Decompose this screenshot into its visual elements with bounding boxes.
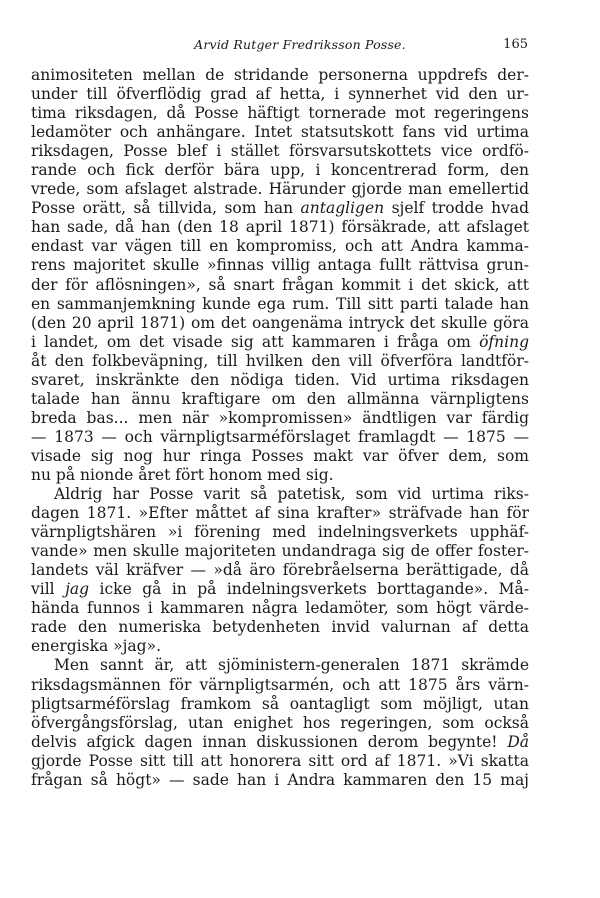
text-line: tima riksdagen, då Posse häftigt tornerade mot regeringens — [31, 104, 529, 123]
text-line: breda bas... men när »kompromissen» ändtligen var färdig — [31, 408, 529, 427]
text-line: landets väl kräfver — »då äro förebråelserna berättigade, då — [31, 561, 529, 580]
text-line: öfvergångsförslag, utan enighet hos regeringen, som också — [31, 713, 529, 732]
text-segment: sjelf trodde hvad — [384, 199, 529, 218]
text-line: riksdagen, Posse blef i stället försvarsutskottets vice ordfö- — [31, 142, 529, 161]
text-line: åt den folkbeväpning, till hvilken den vill öfverföra landtför- — [31, 351, 529, 370]
text-line: dagen 1871. »Efter måttet af sina krafter» sträfvade han för — [31, 504, 529, 523]
text-line: rade den numeriska betydenheten invid valurnan af detta — [31, 618, 529, 637]
text-line: rande och fick derför bära upp, i koncentrerad form, den — [31, 161, 529, 180]
text-line: endast var vägen till en kompromiss, och att Andra kamma- — [31, 237, 529, 256]
page-number: 165 — [503, 37, 528, 52]
text-line: Men sannt är, att sjöministern-generalen 1871 skrämde — [54, 656, 529, 675]
text-line: svaret, inskränkte den nödiga tiden. Vid urtima riksdagen — [31, 370, 529, 389]
text-line: vrede, som afslaget alstrade. Härunder gjorde man emellertid — [31, 180, 529, 199]
text-line: nu på nionde året fört honom med sig. — [31, 465, 334, 484]
text-line: han sade, då han (den 18 april 1871) försäkrade, att afslaget — [31, 218, 529, 237]
text-line — [31, 733, 529, 752]
text-line: vande» men skulle majoriteten undandraga sig de offer foster- — [31, 542, 529, 561]
emphasized-word: antagligen — [300, 199, 385, 218]
text-line: talade han ännu kraftigare om den allmänna värnpligtens — [31, 389, 529, 408]
text-line: der för aflösningen», så snart frågan kommit i det skick, att — [31, 275, 529, 294]
text-line — [31, 333, 529, 352]
text-line: visade sig nog hur ringa Posses makt var öfver dem, som — [31, 446, 529, 465]
emphasized-word: öfning — [479, 332, 529, 351]
text-line: Aldrig har Posse varit så patetisk, som vid urtima riks- — [54, 485, 529, 504]
text-line: — 1873 — och värnpligtsarméförslaget framlagdt — 1875 — — [31, 427, 529, 446]
body-text — [31, 66, 529, 790]
running-title: Arvid Rutger Fredriksson Posse. — [194, 37, 406, 52]
text-segment: Posse orätt, så tillvida, som han — [31, 199, 301, 218]
text-line: pligtsarméförslag framkom så oantagligt som möjligt, utan — [31, 694, 529, 713]
text-line: gjorde Posse sitt till att honorera sitt ord af 1871. »Vi skatta — [31, 751, 529, 770]
text-segment: i landet, om det visade sig att kammaren i fråga om — [31, 332, 480, 351]
text-line: (den 20 april 1871) om det oangenäma intryck det skulle göra — [31, 313, 529, 332]
text-segment: icke gå in på indelningsverkets borttagande». Må- — [89, 580, 529, 599]
text-line: ledamöter och anhängare. Intet statsutskott fans vid urtima — [31, 123, 529, 142]
text-line: energiska »jag». — [31, 637, 161, 656]
text-line: värnpligtshären »i förening med indelningsverkets upphäf- — [31, 523, 529, 542]
text-line: animositeten mellan de stridande personerna uppdrefs der- — [31, 66, 529, 84]
text-line: hända funnos i kammaren några ledamöter, som högt värde- — [31, 599, 529, 618]
text-line: frågan så högt» — sade han i Andra kammaren den 15 maj — [31, 770, 529, 789]
text-line — [31, 580, 529, 599]
text-line: under till öfverflödig grad af hetta, i synnerhet vid den ur- — [31, 85, 529, 104]
text-line: riksdagsmännen för värnpligtsarmén, och att 1875 års värn- — [31, 675, 529, 694]
emphasized-word: Då — [507, 732, 529, 751]
text-line — [31, 199, 529, 218]
text-segment: vill — [31, 580, 66, 599]
text-line: rens majoritet skulle »finnas villig antaga fullt rättvisa grun- — [31, 256, 529, 275]
text-line: en sammanjemkning kunde ega rum. Till sitt parti talade han — [31, 294, 529, 313]
emphasized-word: jag — [65, 580, 90, 599]
page-header — [0, 37, 600, 57]
text-segment: delvis afgick dagen innan diskussionen derom begynte! — [31, 732, 508, 751]
